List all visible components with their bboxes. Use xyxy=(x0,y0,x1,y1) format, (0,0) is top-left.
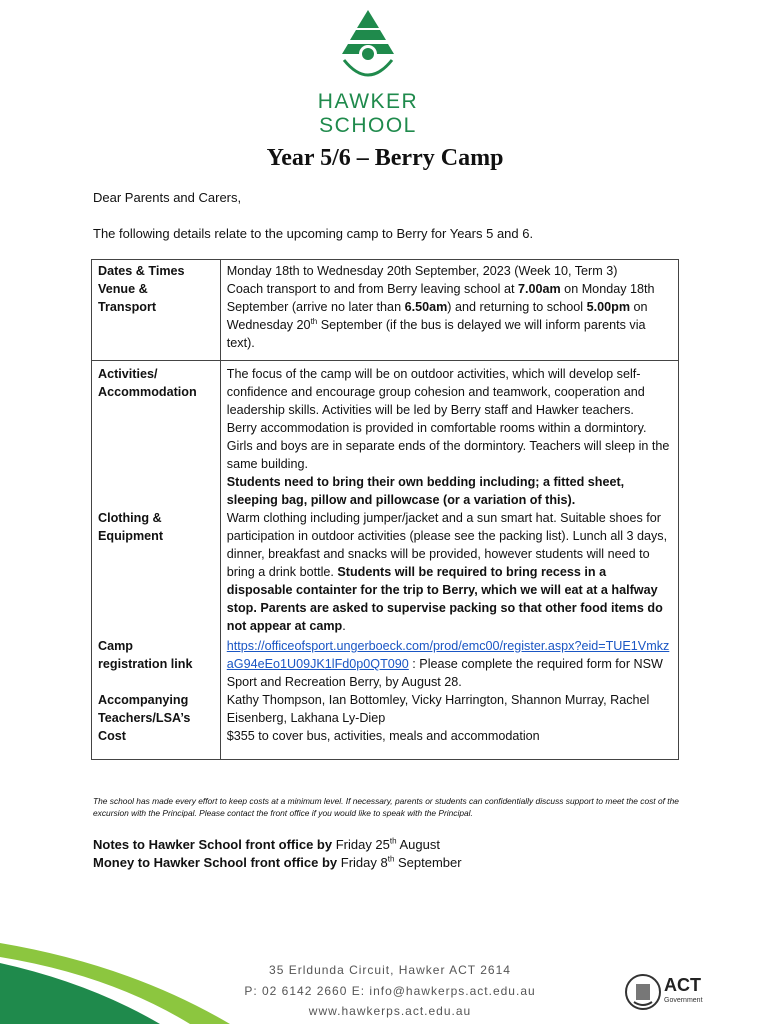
venue-text-4: on Wednesday 20 xyxy=(226,300,648,332)
school-name: HAWKER SCHOOL xyxy=(317,90,419,137)
venue-depart-time: 7.00am xyxy=(517,282,561,296)
activities-value xyxy=(220,361,678,510)
activities-label xyxy=(92,361,221,510)
registration-label xyxy=(92,635,221,691)
dates-label: Dates & Times xyxy=(92,260,221,281)
row-activities xyxy=(92,361,679,510)
cost-label: Cost xyxy=(92,727,221,760)
intro-text: The following details relate to the upcoming camp to Berry for Years 5 and 6. xyxy=(93,226,534,241)
clothing-label-1: Clothing & xyxy=(98,511,162,525)
clothing-bold-note: Students will be required to bring recess in a disposable containter for the trip to Berry, which we will eat at a halfway stop. Parents are asked to supervise packing so that other food items do not appear at camp xyxy=(226,565,663,633)
registration-link[interactable]: https://officeofsport.ungerboeck.com/prod/emc00/register.aspx?eid=TUE1VmkzaG94eEo1U09JK1lFd0p0QT090 xyxy=(226,639,670,671)
venue-label-2: Transport xyxy=(98,300,157,314)
venue-label-1: Venue & xyxy=(98,282,148,296)
teachers-label-2: Teachers/LSA’s xyxy=(98,711,191,725)
row-teachers xyxy=(92,691,679,727)
teachers-value: Kathy Thompson, Ian Bottomley, Vicky Harrington, Shannon Murray, Rachel Eisenberg, Lakhana Ly-Diep xyxy=(220,691,678,727)
registration-label-2: registration link xyxy=(98,657,193,671)
money-line xyxy=(93,854,462,872)
venue-text-5: September (if the bus is delayed we will inform parents via text). xyxy=(226,318,646,350)
activities-bedding-note: Students need to bring their own bedding including; a fitted sheet, sleeping bag, pillow and pillowcase (or a variation of this). xyxy=(226,475,625,507)
money-line-end: September xyxy=(394,855,462,870)
footer-contact: P: 02 6142 2660 E: info@hawkerps.act.edu.au xyxy=(244,984,536,998)
hawker-triangle-icon xyxy=(338,8,398,96)
activities-para-2: Berry accommodation is provided in comfortable rooms within a dormintory. Girls and boys are in separate ends of the dormintory. Teachers will sleep in the same building. xyxy=(226,421,670,471)
venue-sup: th xyxy=(310,316,318,326)
venue-value xyxy=(220,280,678,361)
teachers-label xyxy=(92,691,221,727)
venue-text-2: on Monday 18th September (arrive no later than xyxy=(226,282,655,314)
teachers-label-1: Accompanying xyxy=(98,693,189,707)
venue-text-3: ) and returning to school xyxy=(447,300,587,314)
notes-line-end: August xyxy=(396,837,440,852)
notes-line xyxy=(93,836,462,854)
registration-text: : Please complete the required form for NSW Sport and Recreation Berry, by August 28. xyxy=(226,657,663,689)
clothing-label-2: Equipment xyxy=(98,529,164,543)
notes-line-sup: th xyxy=(389,836,397,846)
clothing-value xyxy=(220,509,678,635)
activities-para-1: The focus of the camp will be on outdoor activities, which will develop self-confidence and encourage group cohesion and teamwork, cooperation and leadership skills. Activities will be led by Berry staff and Hawker teachers. xyxy=(226,367,645,417)
dates-value: Monday 18th to Wednesday 20th September, 2023 (Week 10, Term 3) xyxy=(220,260,678,281)
notes-line-date: Friday 25 xyxy=(332,837,390,852)
venue-arrive-time: 6.50am xyxy=(404,300,448,314)
notes-section xyxy=(93,836,462,872)
cost-value: $355 to cover bus, activities, meals and accommodation xyxy=(220,727,678,760)
greeting: Dear Parents and Carers, xyxy=(93,190,242,205)
activities-label-1: Activities/ xyxy=(98,367,158,381)
footer-website: www.hawkerps.act.edu.au xyxy=(308,1004,472,1018)
money-line-sup: th xyxy=(387,854,395,864)
venue-return-time: 5.00pm xyxy=(586,300,631,314)
row-registration xyxy=(92,635,679,691)
activities-label-2: Accommodation xyxy=(98,385,197,399)
clothing-text: Warm clothing including jumper/jacket and a sun smart hat. Suitable shoes for participation in outdoor activities (please see the packing list). Lunch all 3 days, dinner, breakfast and snacks will be provided, however students will need to bring a drink bottle. xyxy=(226,511,668,579)
footer-address: 35 Erldunda Circuit, Hawker ACT 2614 xyxy=(269,963,511,977)
clothing-end: . xyxy=(342,619,346,633)
registration-label-1: Camp xyxy=(98,639,133,653)
clothing-label xyxy=(92,509,221,635)
venue-label xyxy=(92,280,221,361)
row-cost xyxy=(92,727,679,760)
act-government-text: Government xyxy=(664,997,703,1004)
cost-disclaimer: The school has made every effort to keep costs at a minimum level. If necessary, parents or students can confidentially discuss support to meet the cost of the excursion with the Principal. Please contact the front office if you would like to speak with the Principal. xyxy=(93,796,679,818)
camp-details-table xyxy=(91,259,679,760)
row-dates xyxy=(92,260,679,281)
row-venue xyxy=(92,280,679,361)
money-line-date: Friday 8 xyxy=(337,855,388,870)
notes-line-label: Notes to Hawker School front office by xyxy=(93,837,333,852)
registration-value xyxy=(220,635,678,691)
act-logo-text: ACT xyxy=(664,975,701,995)
document-title: Year 5/6 – Berry Camp xyxy=(266,145,504,171)
act-crest-icon xyxy=(624,972,662,1012)
row-clothing xyxy=(92,509,679,635)
money-line-label: Money to Hawker School front office by xyxy=(93,855,338,870)
venue-text-1: Coach transport to and from Berry leaving school at xyxy=(226,282,518,296)
